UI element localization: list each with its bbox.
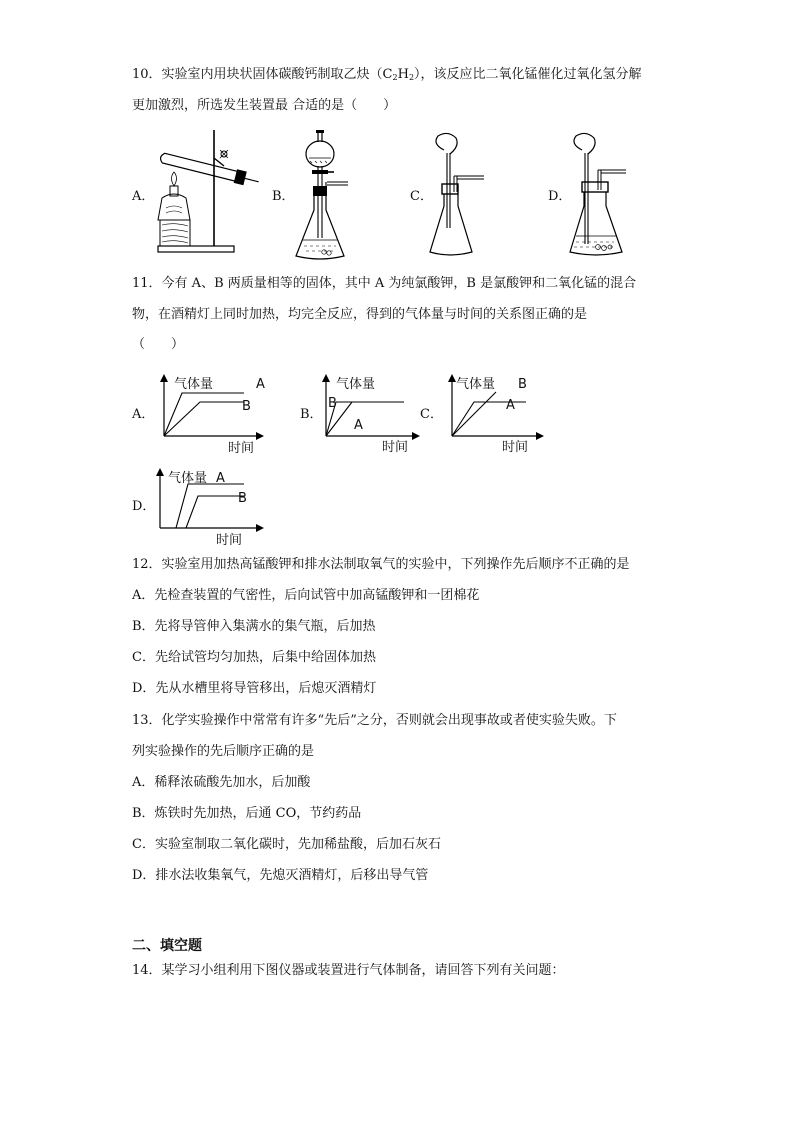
q11-option-a-label: A． bbox=[132, 407, 155, 422]
graph-a-y-label: 气体量 bbox=[174, 377, 214, 392]
apparatus-a-illustration bbox=[152, 128, 264, 256]
q13-option-a: A．稀释浓硫酸先加水，后加酸 bbox=[132, 775, 311, 790]
graph-a bbox=[152, 372, 282, 456]
q11-option-b-label: B． bbox=[300, 407, 323, 422]
section-heading-fill-in: 二、填空题 bbox=[132, 938, 202, 954]
apparatus-c-illustration bbox=[428, 132, 490, 260]
q11-stem-line1: 11．今有 A、B 两质量相等的固体，其中 A 为纯氯酸钾，B 是氯酸钾和二氧化锰的混合 bbox=[132, 276, 637, 291]
graph-b-y-label: 气体量 bbox=[336, 377, 376, 392]
q13-stem-line2: 列实验操作的先后顺序正确的是 bbox=[132, 744, 315, 759]
q12-stem: 12．实验室用加热高锰酸钾和排水法制取氧气的实验中，下列操作先后顺序不正确的是 bbox=[132, 557, 630, 572]
graph-d-series-label-lower: B bbox=[238, 491, 247, 506]
graph-c-x-label: 时间 bbox=[502, 440, 529, 455]
graph-b-x-label: 时间 bbox=[382, 440, 409, 455]
graph-c bbox=[440, 372, 550, 456]
q10-option-b-label: B． bbox=[272, 189, 295, 204]
q12-option-c: C．先给试管均匀加热，后集中给固体加热 bbox=[132, 650, 376, 665]
q10-option-d-label: D． bbox=[548, 189, 572, 204]
graph-a-series-label-lower: B bbox=[242, 399, 251, 414]
apparatus-b-illustration bbox=[290, 128, 356, 264]
q13-stem-line1: 13．化学实验操作中常常有许多“先后”之分，否则就会出现事故或者使实验失败。下 bbox=[132, 713, 617, 728]
apparatus-d-illustration bbox=[568, 132, 630, 260]
q11-stem-line3: （ ） bbox=[132, 337, 185, 352]
q11-option-d-label: D． bbox=[132, 499, 156, 514]
q10-option-a-label: A． bbox=[132, 189, 155, 204]
graph-d-y-label: 气体量 bbox=[168, 471, 208, 486]
graph-a-series-label-upper: A bbox=[256, 377, 265, 392]
graph-d-x-label: 时间 bbox=[216, 533, 243, 548]
graph-b-series-label-lower: A bbox=[354, 418, 363, 433]
graph-c-series-label-upper: B bbox=[518, 377, 527, 392]
graph-c-y-label: 气体量 bbox=[456, 377, 496, 392]
q11-option-c-label: C． bbox=[420, 407, 443, 422]
q14-stem: 14．某学习小组利用下图仪器或装置进行气体制备，请回答下列有关问题： bbox=[132, 963, 565, 978]
q10-option-c-label: C． bbox=[410, 189, 433, 204]
graph-c-series-label-lower: A bbox=[506, 398, 515, 413]
graph-b bbox=[316, 372, 426, 456]
q11-stem-line2: 物，在酒精灯上同时加热，均完全反应，得到的气体量与时间的关系图正确的是 bbox=[132, 307, 588, 322]
q13-option-c: C．实验室制取二氧化碳时，先加稀盐酸，后加石灰石 bbox=[132, 837, 441, 852]
q13-option-b: B．炼铁时先加热，后通 CO，节约药品 bbox=[132, 806, 362, 821]
q12-option-d: D．先从水槽里将导管移出，后熄灭酒精灯 bbox=[132, 681, 377, 696]
graph-a-x-label: 时间 bbox=[228, 441, 255, 456]
q10-stem-line2: 更加激烈，所选发生装置最 合适的是（ ） bbox=[132, 98, 397, 113]
graph-b-series-label-upper: B bbox=[328, 396, 337, 411]
q10-stem-line1: 10．实验室内用块状固体碳酸钙制取乙炔$(C_2H_2)$，该反应比二氧化锰催化过氧化氢分解 bbox=[132, 67, 642, 82]
q12-option-b: B．先将导管伸入集满水的集气瓶，后加热 bbox=[132, 619, 376, 634]
graph-d-series-label-upper: A bbox=[216, 471, 225, 486]
q13-option-d: D．排水法收集氧气，先熄灭酒精灯，后移出导气管 bbox=[132, 868, 429, 883]
q12-option-a: A．先检查装置的气密性，后向试管中加高锰酸钾和一团棉花 bbox=[132, 588, 480, 603]
graph-d bbox=[152, 466, 282, 548]
